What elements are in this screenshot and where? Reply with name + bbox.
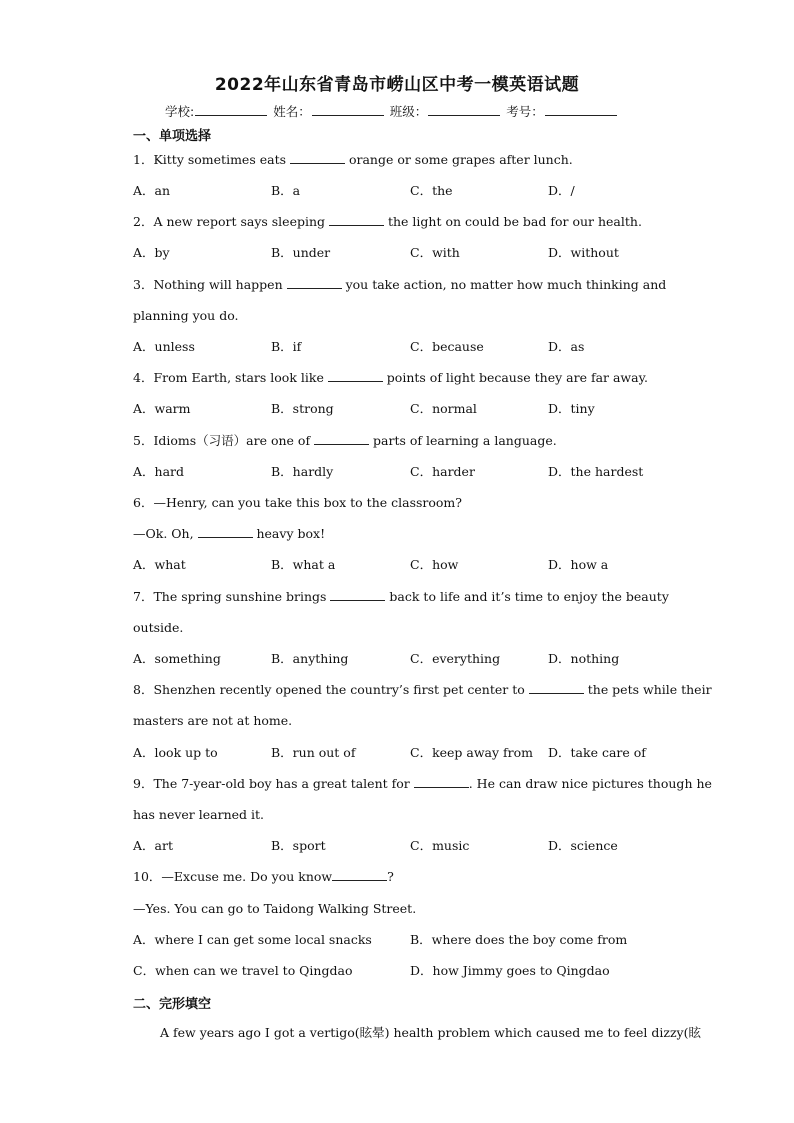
option-d[interactable]: D．take care of [548, 745, 646, 760]
number-label: 考号： [506, 104, 544, 119]
option-a[interactable]: A．an [133, 183, 171, 198]
option-a[interactable]: A．unless [133, 339, 195, 354]
page-title: 2022年山东省青岛市崂山区中考一模英语试题 [214, 75, 580, 95]
option-b[interactable]: B．strong [271, 401, 334, 416]
option-c[interactable]: C．when can we travel to Qingdao [133, 963, 353, 978]
question-7: 7．The spring sunshine brings back to life and it’s time to enjoy the beauty [133, 589, 669, 604]
answer-blank [329, 214, 384, 226]
answer-blank [290, 152, 345, 164]
question-8: 8．Shenzhen recently opened the country’s first pet center to the pets while their [133, 682, 712, 697]
answer-blank [198, 526, 253, 538]
answer-blank [314, 433, 369, 445]
option-a[interactable]: A．art [133, 838, 173, 853]
option-b[interactable]: B．hardly [271, 464, 334, 479]
option-c[interactable]: C．keep away from [410, 745, 534, 760]
name-field[interactable] [312, 105, 384, 116]
school-field[interactable] [195, 105, 267, 116]
question-2: 2．A new report says sleeping the light on could be bad for our health. [133, 214, 642, 229]
option-c[interactable]: C．everything [410, 651, 501, 666]
option-a[interactable]: A．look up to [133, 745, 218, 760]
option-a[interactable]: A．warm [133, 401, 191, 416]
question-5: 5．Idioms（习语）are one of parts of learning a language. [133, 433, 557, 448]
option-d[interactable]: D．how a [548, 557, 609, 572]
option-a[interactable]: A．hard [133, 464, 185, 479]
option-c[interactable]: C．music [410, 838, 470, 853]
school-label: 学校: [165, 104, 195, 119]
question-3: 3．Nothing will happen you take action, no matter how much thinking and [133, 277, 667, 292]
question-6: 6．—Henry, can you take this box to the classroom? [133, 495, 462, 510]
option-c[interactable]: C．with [410, 245, 460, 260]
option-d[interactable]: D．tiny [548, 401, 595, 416]
option-b[interactable]: B．what a [271, 557, 336, 572]
option-a[interactable]: A．what [133, 557, 186, 572]
option-d[interactable]: D．/ [548, 183, 575, 198]
option-a[interactable]: A．something [133, 651, 221, 666]
option-d[interactable]: D．how Jimmy goes to Qingdao [410, 963, 610, 978]
option-d[interactable]: D．nothing [548, 651, 620, 666]
class-label: 班级： [389, 104, 428, 119]
option-a[interactable]: A．by [133, 245, 170, 260]
option-d[interactable]: D．the hardest [548, 464, 644, 479]
question-9: 9．The 7-year-old boy has a great talent for . He can draw nice pictures though he [133, 776, 712, 791]
number-field[interactable] [545, 105, 617, 116]
question-10: 10．—Excuse me. Do you know ? [133, 869, 394, 884]
option-b[interactable]: B．a [271, 183, 301, 198]
answer-blank [414, 776, 469, 788]
option-b[interactable]: B．under [271, 245, 331, 260]
option-b[interactable]: B．sport [271, 838, 326, 853]
option-d[interactable]: D．as [548, 339, 585, 354]
section-heading-single-choice: 一、单项选择 [133, 129, 212, 144]
option-b[interactable]: B．run out of [271, 745, 356, 760]
option-d[interactable]: D．without [548, 245, 619, 260]
option-c[interactable]: C．harder [410, 464, 475, 479]
option-a[interactable]: A．where I can get some local snacks [133, 932, 372, 947]
answer-blank [328, 370, 383, 382]
option-d[interactable]: D．science [548, 838, 618, 853]
answer-blank [332, 869, 387, 881]
option-c[interactable]: C．because [410, 339, 484, 354]
question-6-reply: —Ok. Oh, heavy box! [133, 526, 326, 541]
answer-blank [287, 277, 342, 289]
question-7-continued: outside. [133, 620, 184, 635]
answer-blank [330, 589, 385, 601]
answer-blank [529, 682, 584, 694]
option-c[interactable]: C．how [410, 557, 459, 572]
passage-text: A few years ago I got a vertigo(眩晕) health problem which caused me to feel dizzy(眩 [160, 1025, 701, 1040]
option-b[interactable]: B．where does the boy come from [410, 932, 628, 947]
class-field[interactable] [428, 105, 500, 116]
option-b[interactable]: B．if [271, 339, 302, 354]
question-9-continued: has never learned it. [133, 807, 264, 822]
question-4: 4．From Earth, stars look like points of light because they are far away. [133, 370, 648, 385]
section-heading-cloze: 二、完形填空 [133, 997, 212, 1012]
option-c[interactable]: C．the [410, 183, 453, 198]
question-3-continued: planning you do. [133, 308, 239, 323]
question-1: 1．Kitty sometimes eats orange or some grapes after lunch. [133, 152, 573, 167]
student-info-line [165, 102, 645, 120]
question-10-reply: —Yes. You can go to Taidong Walking Street. [133, 901, 417, 916]
option-b[interactable]: B．anything [271, 651, 349, 666]
name-label: 姓名： [273, 104, 311, 119]
question-8-continued: masters are not at home. [133, 713, 293, 728]
option-c[interactable]: C．normal [410, 401, 477, 416]
